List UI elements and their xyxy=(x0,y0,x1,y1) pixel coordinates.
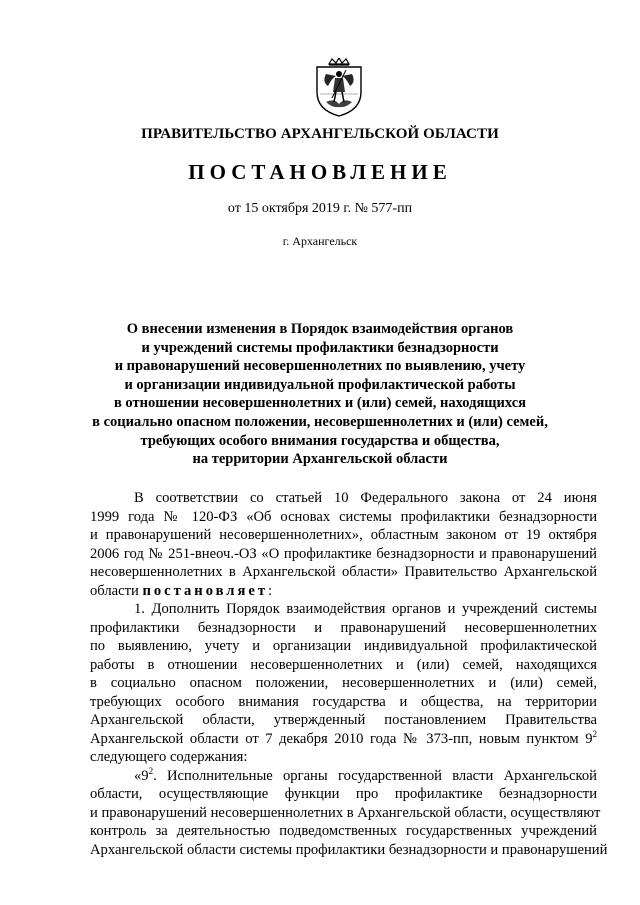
body-line: Архангельской области, утвержденный постановлением Правительства xyxy=(90,712,597,728)
body-line: работы в отношении несовершеннолетних и (или) семей, находящихся xyxy=(90,656,597,673)
subject-line: в социально опасном положении, несовершеннолетних и (или) семей, xyxy=(92,413,548,430)
decree-word: постановляет xyxy=(142,582,269,599)
body-line: 2006 год № 251-внеоч.-ОЗ «О профилактике безнадзорности и правонарушений xyxy=(90,545,597,562)
document-subject xyxy=(60,320,580,469)
body-line: и правонарушений несовершеннолетних», областным законом от 19 октября xyxy=(90,527,597,543)
government-title: ПРАВИТЕЛЬСТВО АРХАНГЕЛЬСКОЙ ОБЛАСТИ xyxy=(141,126,499,142)
body-text-fragment: : xyxy=(268,582,273,599)
subject-line: на территории Архангельской области xyxy=(192,451,448,468)
body-line xyxy=(90,582,597,601)
body-line: контроль за деятельностью подведомственных государственных учреждений xyxy=(90,823,597,839)
body-line: несовершеннолетних в Архангельской области» Правительство Архангельской xyxy=(90,564,597,580)
body-line: области, осуществляющие функции про профилактике безнадзорности xyxy=(90,786,597,802)
body-line: 1999 года № 120-ФЗ «Об основах системы профилактики безнадзорности xyxy=(90,508,597,525)
body-line: следующего содержания: xyxy=(90,749,248,765)
body-line: профилактики безнадзорности и правонарушений несовершеннолетних xyxy=(90,619,597,636)
document-body xyxy=(90,489,608,859)
body-line xyxy=(90,767,597,786)
body-text-fragment: Архангельской области от 7 декабря 2010 года № 373-пп, новым пунктом 9 xyxy=(90,730,593,747)
body-text-fragment: области xyxy=(90,582,139,599)
body-line: требующих особого внимания государства и общества, на территории xyxy=(90,693,597,710)
body-line: 1. Дополнить Порядок взаимодействия органов и учреждений системы xyxy=(134,601,597,617)
body-line xyxy=(90,730,597,749)
superscript: 2 xyxy=(592,728,597,739)
body-line: в социально опасном положении, несовершеннолетних и (или) семей, xyxy=(90,675,597,691)
subject-line: и организации индивидуальной профилактической работы xyxy=(124,376,516,393)
body-line: и правонарушений несовершеннолетних в Архангельской области, осуществляют xyxy=(90,804,601,821)
body-text-fragment: . Исполнительные органы государственной власти Архангельской xyxy=(153,767,597,784)
document-type: ПОСТАНОВЛЕНИЕ xyxy=(188,160,452,184)
coat-of-arms-emblem xyxy=(312,58,366,118)
body-line: по выявлению, учету и организации индивидуальной профилактической xyxy=(90,638,597,654)
subject-line: и учреждений системы профилактики безнадзорности xyxy=(141,339,499,356)
subject-line: в отношении несовершеннолетних и (или) семей, находящихся xyxy=(113,395,527,412)
body-line: Архангельской области системы профилактики безнадзорности и правонарушений xyxy=(90,841,608,858)
body-line: В соответствии со статьей 10 Федерального закона от 24 июня xyxy=(134,490,597,506)
subject-line: и правонарушений несовершеннолетних по выявлению, учету xyxy=(114,358,526,375)
subject-line: О внесении изменения в Порядок взаимодействия органов xyxy=(126,321,514,337)
body-text-fragment: «9 xyxy=(134,767,149,784)
document-city: г. Архангельск xyxy=(282,234,358,248)
superscript: 2 xyxy=(148,765,154,776)
document-date-number: от 15 октября 2019 г. № 577-пп xyxy=(227,201,413,216)
subject-line: требующих особого внимания государства и общества, xyxy=(140,432,500,449)
